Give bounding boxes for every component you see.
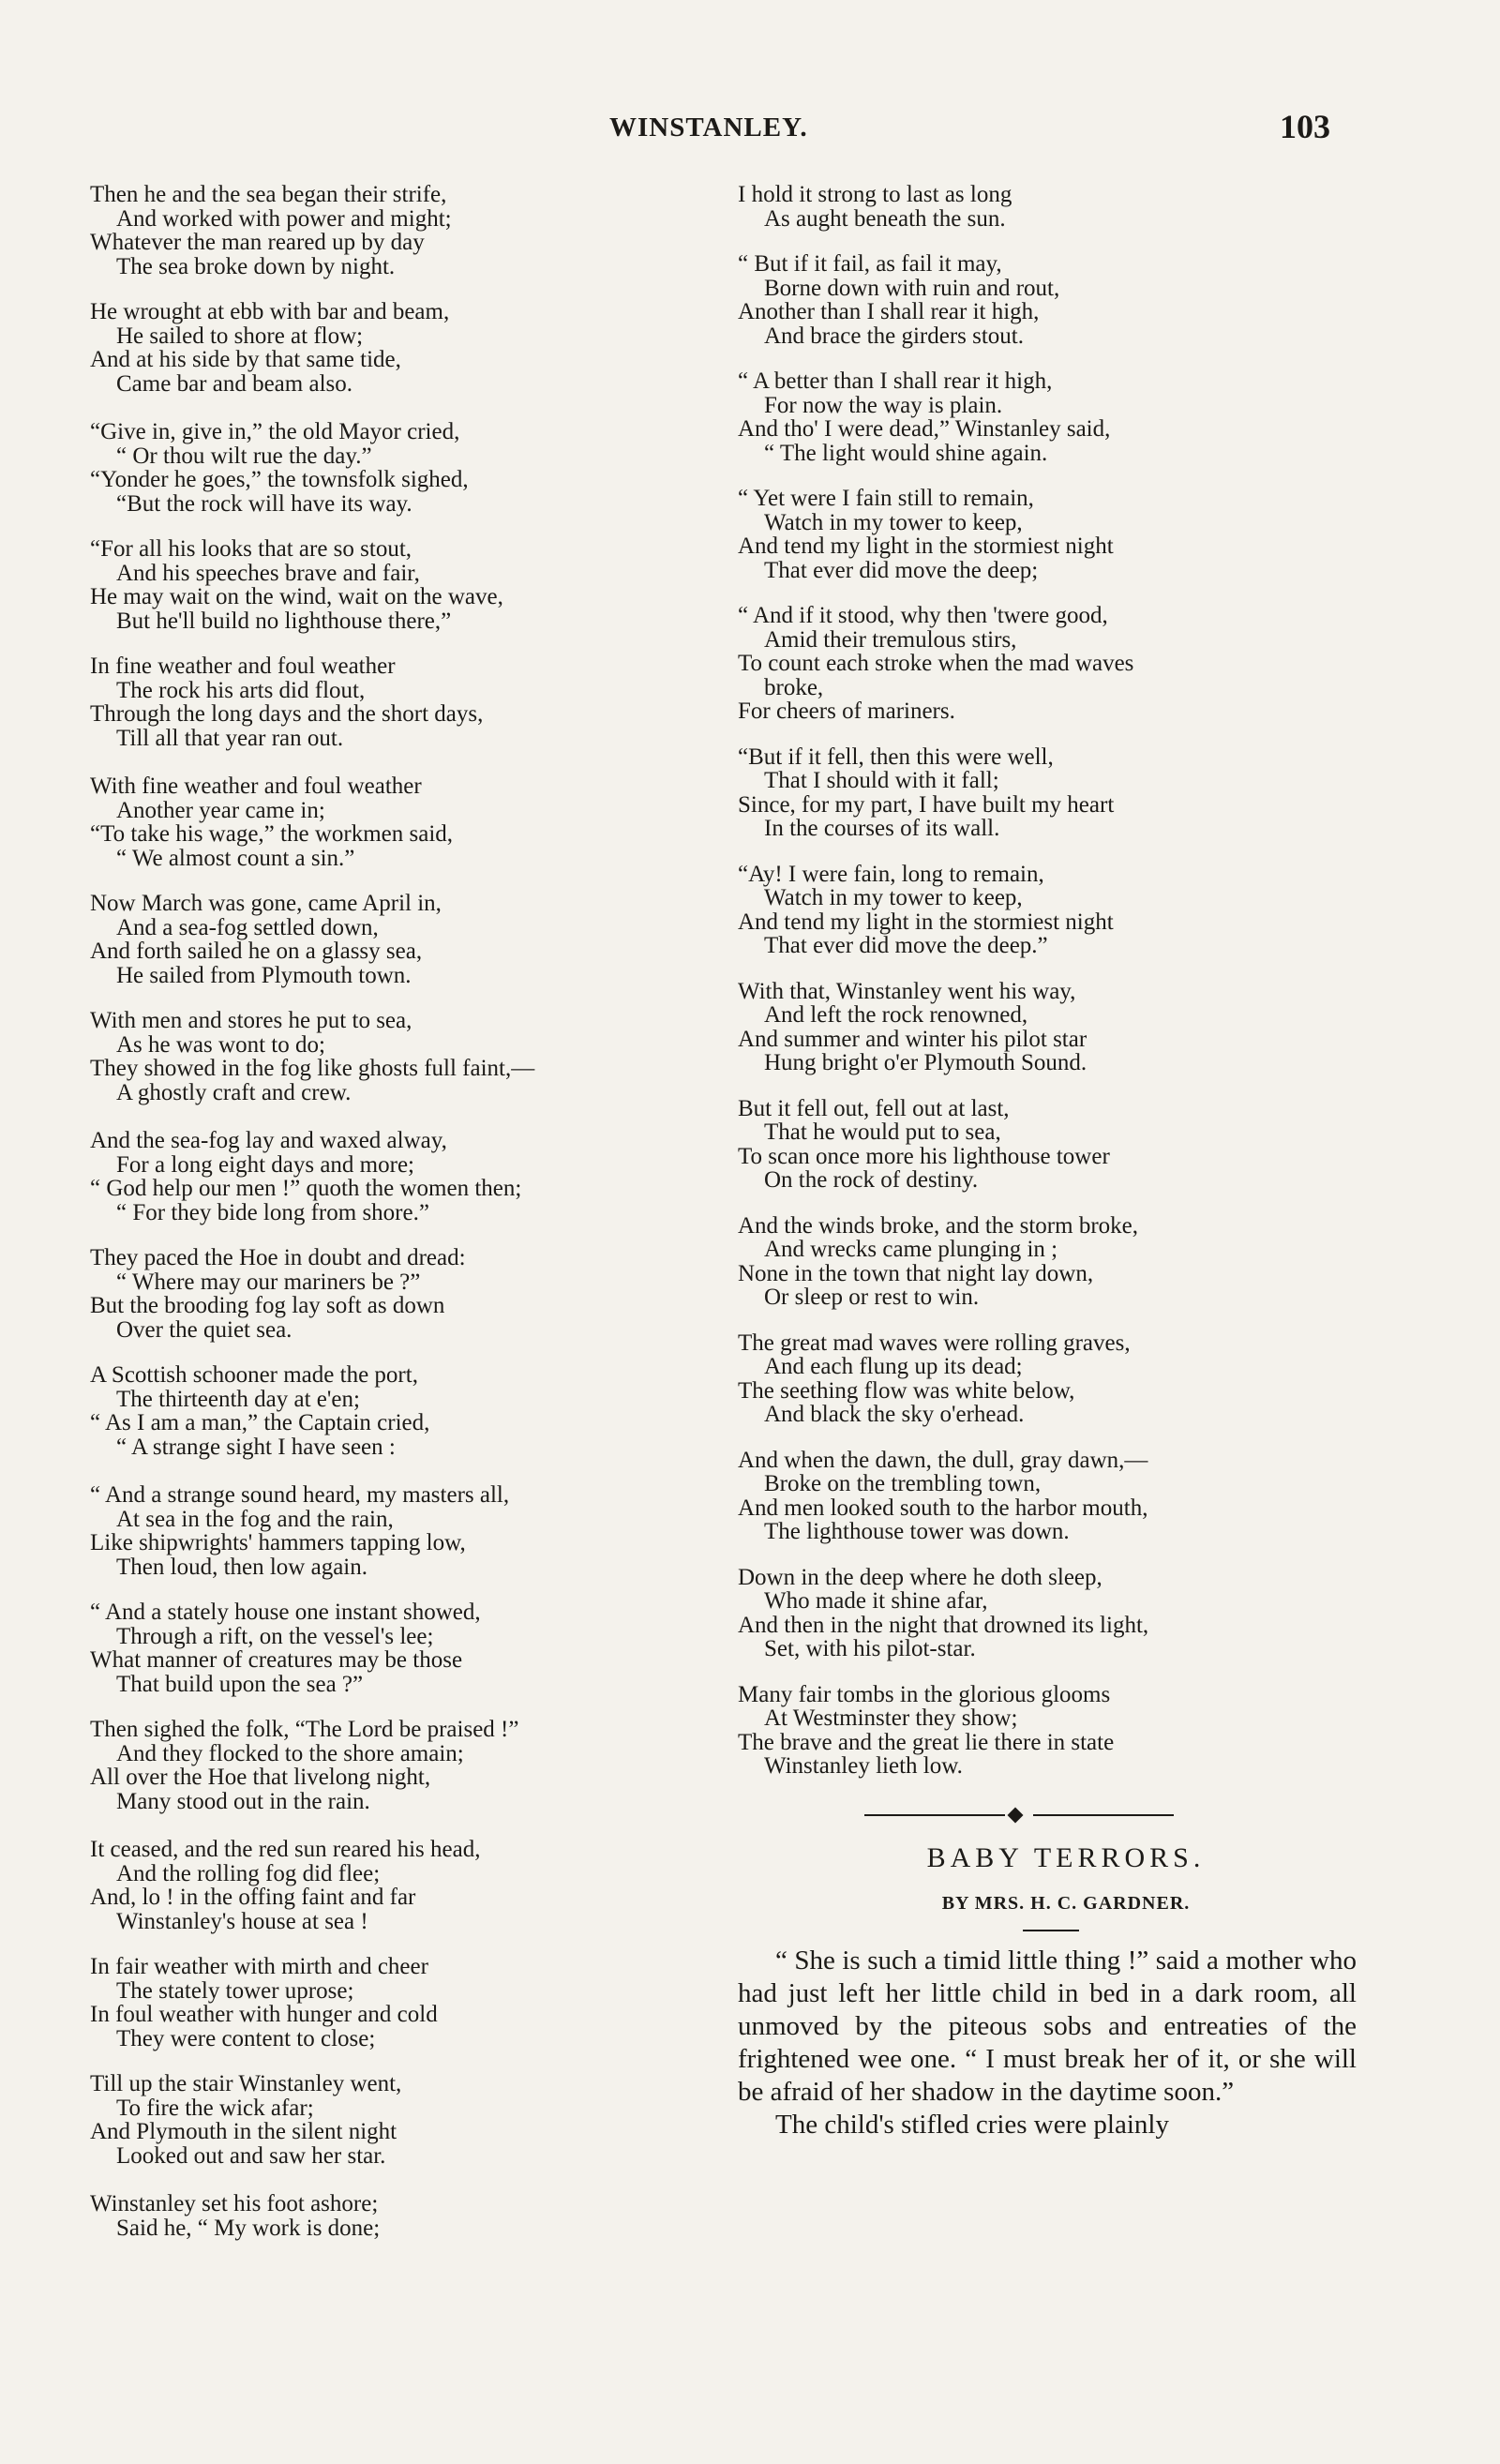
poem-line: And wrecks came plunging in ;	[764, 1237, 1058, 1262]
poem-line: For now the way is plain.	[764, 392, 1003, 418]
poem-line: Watch in my tower to keep,	[764, 509, 1023, 535]
right-column-poem	[738, 183, 1357, 1779]
poem-line: “ As I am a man,” the Captain cried,	[90, 1410, 430, 1435]
poem-line: And black the sky o'erhead.	[764, 1402, 1025, 1427]
poem-line: Through a rift, on the vessel's lee;	[116, 1623, 434, 1649]
poem-line: Came bar and beam also.	[116, 370, 352, 397]
poem-line: “ We almost count a sin.”	[116, 845, 355, 871]
poem-line: And left the rock renowned,	[764, 1002, 1028, 1028]
poem-line: In foul weather with hunger and cold	[90, 2002, 438, 2027]
poem-line: Who made it shine afar,	[764, 1588, 988, 1614]
poem-line: Till up the stair Winstanley went,	[90, 2071, 402, 2096]
poem-stanza	[90, 892, 699, 987]
poem-line: And each flung up its dead;	[764, 1354, 1023, 1379]
poem-line: With that, Winstanley went his way,	[738, 978, 1076, 1004]
poem-line: Broke on the trembling town,	[764, 1471, 1042, 1496]
poem-line: Or sleep or rest to win.	[764, 1285, 980, 1310]
poem-line: The sea broke down by night.	[116, 253, 396, 279]
poem-stanza	[90, 183, 699, 278]
poem-line: In fair weather with mirth and cheer	[90, 1954, 428, 1979]
poem-line: At sea in the fog and the rain,	[116, 1506, 394, 1532]
poem-line: “But the rock will have its way.	[116, 490, 412, 517]
poem-stanza	[90, 1129, 699, 1224]
poem-line: “ God help our men !” quoth the women then;	[90, 1176, 522, 1201]
poem-stanza	[738, 604, 1357, 724]
poem-line: The stately tower uprose;	[116, 1977, 354, 2004]
article-paragraph: The child's stifled cries were plainly	[775, 2109, 1169, 2140]
poem-stanza	[90, 1718, 699, 1813]
poem-line: Down in the deep where he doth sleep,	[738, 1564, 1102, 1590]
poem-line: Over the quiet sea.	[116, 1316, 292, 1343]
poem-stanza	[738, 980, 1357, 1075]
poem-line: None in the town that night lay down,	[738, 1260, 1094, 1286]
poem-line: They showed in the fog like ghosts full faint,—	[90, 1056, 535, 1081]
poem-stanza	[90, 1955, 699, 2051]
poem-line: That ever did move the deep;	[764, 557, 1039, 583]
article-title: BABY TERRORS.	[926, 1841, 1206, 1873]
article-body	[738, 1945, 1357, 2141]
poem-line: “ Yet were I fain still to remain,	[738, 486, 1034, 511]
poem-stanza	[738, 183, 1357, 231]
poem-line: “Give in, give in,” the old Mayor cried,	[90, 419, 460, 444]
poem-line: Winstanley set his foot ashore;	[90, 2191, 379, 2216]
poem-line: “ Or thou wilt rue the day.”	[116, 443, 372, 469]
poem-line: What manner of creatures may be those	[90, 1647, 463, 1673]
right-column	[738, 183, 1357, 2141]
poem-line: In fine weather and foul weather	[90, 654, 396, 679]
poem-line: “For all his looks that are so stout,	[90, 536, 412, 562]
poem-line: And summer and winter his pilot star	[738, 1026, 1088, 1052]
poem-line: And men looked south to the harbor mouth,	[738, 1495, 1148, 1521]
poem-stanza	[738, 863, 1357, 958]
poem-line: “ But if it fail, as fail it may,	[738, 251, 1002, 277]
poem-line: Many stood out in the rain.	[116, 1788, 370, 1814]
running-head: WINSTANLEY.	[609, 113, 808, 143]
poem-line: And then in the night that drowned its light,	[738, 1612, 1149, 1638]
poem-line: Hung bright o'er Plymouth Sound.	[764, 1050, 1088, 1075]
poem-line: That he would put to sea,	[764, 1119, 1001, 1145]
poem-line: It ceased, and the red sun reared his head,	[90, 1837, 481, 1862]
poem-line: And the rolling fog did flee;	[116, 1860, 381, 1886]
poem-line: “ For they bide long from shore.”	[116, 1199, 429, 1225]
poem-line: A Scottish schooner made the port,	[90, 1362, 418, 1388]
poem-line: But the brooding fog lay soft as down	[90, 1293, 445, 1318]
poem-stanza	[738, 1566, 1357, 1661]
poem-stanza	[90, 300, 699, 396]
poem-line: And when the dawn, the dull, gray dawn,—	[738, 1447, 1148, 1473]
poem-line: That I should with it fall;	[764, 768, 999, 793]
poem-stanza	[90, 2192, 699, 2240]
poem-line: Winstanley lieth low.	[764, 1753, 963, 1779]
poem-line: “ A strange sight I have seen :	[116, 1434, 396, 1460]
poem-line: As he was wont to do;	[116, 1031, 325, 1058]
poem-line: And, lo ! in the offing faint and far	[90, 1885, 416, 1910]
poem-line: “To take his wage,” the workmen said,	[90, 821, 454, 847]
poem-line: The lighthouse tower was down.	[764, 1519, 1070, 1544]
poem-line: He wrought at ebb with bar and beam,	[90, 299, 450, 324]
poem-line: Now March was gone, came April in,	[90, 891, 442, 916]
poem-line: Another than I shall rear it high,	[738, 299, 1040, 324]
poem-line: For cheers of mariners.	[738, 699, 955, 724]
poem-line: That build upon the sea ?”	[116, 1671, 364, 1697]
poem-line: Then sighed the folk, “The Lord be praised !”	[90, 1717, 519, 1742]
poem-stanza	[90, 1838, 699, 1933]
poem-line: He may wait on the wind, wait on the wave,	[90, 584, 503, 609]
poem-line: He sailed to shore at flow;	[116, 323, 364, 349]
poem-line: Whatever the man reared up by day	[90, 230, 425, 255]
poem-line: As aught beneath the sun.	[764, 205, 1006, 232]
poem-line: He sailed from Plymouth town.	[116, 962, 412, 988]
poem-line: And Plymouth in the silent night	[90, 2119, 398, 2144]
poem-line: Watch in my tower to keep,	[764, 885, 1023, 910]
poem-line: They were content to close;	[116, 2025, 376, 2051]
poem-line: The rock his arts did flout,	[116, 677, 366, 703]
poem-line: And tend my light in the stormiest night	[738, 909, 1114, 935]
poem-line: And his speeches brave and fair,	[116, 560, 420, 586]
poem-line: And at his side by that same tide,	[90, 347, 401, 372]
poem-line: Through the long days and the short days,	[90, 701, 484, 727]
poem-line: The thirteenth day at e'en;	[116, 1386, 360, 1412]
poem-line: With men and stores he put to sea,	[90, 1008, 412, 1033]
poem-line: A ghostly craft and crew.	[116, 1079, 352, 1105]
poem-line: Many fair tombs in the glorious glooms	[738, 1681, 1111, 1707]
poem-line: I hold it strong to last as long	[738, 182, 1012, 207]
poem-line: And a sea-fog settled down,	[116, 914, 379, 940]
poem-stanza	[90, 420, 699, 516]
poem-line: All over the Hoe that livelong night,	[90, 1765, 431, 1790]
poem-stanza	[738, 1683, 1357, 1779]
poem-line: They paced the Hoe in doubt and dread:	[90, 1245, 466, 1270]
poem-stanza	[738, 252, 1357, 348]
poem-line: Another year came in;	[116, 797, 325, 823]
poem-stanza	[90, 1009, 699, 1104]
poem-stanza	[90, 1600, 699, 1696]
poem-line: Like shipwrights' hammers tapping low,	[90, 1530, 466, 1555]
poem-line: That ever did move the deep.”	[764, 933, 1048, 958]
poem-stanza	[90, 1363, 699, 1459]
poem-line: The great mad waves were rolling graves,	[738, 1330, 1131, 1356]
poem-stanza	[90, 654, 699, 750]
poem-line: Since, for my part, I have built my heart	[738, 791, 1115, 818]
poem-line: But it fell out, fell out at last,	[738, 1095, 1010, 1121]
article-paragraph: “ She is such a timid little thing !” said a mother who had just left her little child in bed in a dark room, all unmoved by the piteous sobs and entreaties of the frightened wee one. “ I must break her of it, or she will be afraid of her shadow in the daytime soon.”	[738, 1945, 1357, 2107]
poem-line: “But if it fell, then this were well,	[738, 744, 1054, 770]
poem-line: And forth sailed he on a glassy sea,	[90, 939, 423, 964]
poem-line: Amid their tremulous stirs,	[764, 626, 1017, 653]
poem-line: Then loud, then low again.	[116, 1554, 368, 1580]
poem-line: To scan once more his lighthouse tower	[738, 1143, 1110, 1169]
poem-line: In the courses of its wall.	[764, 816, 1000, 841]
poem-line: “ And a stately house one instant showed,	[90, 1600, 481, 1625]
poem-stanza	[738, 1214, 1357, 1310]
poem-stanza	[90, 537, 699, 633]
poem-line: And the sea-fog lay and waxed alway,	[90, 1128, 447, 1153]
poem-line: Winstanley's house at sea !	[116, 1908, 368, 1934]
poem-line: The seething flow was white below,	[738, 1377, 1075, 1404]
poem-stanza	[738, 745, 1357, 841]
poem-line: “ The light would shine again.	[764, 440, 1048, 466]
poem-line: And tho' I were dead,” Winstanley said,	[738, 416, 1111, 442]
poem-line: And the winds broke, and the storm broke,	[738, 1212, 1139, 1239]
poem-line: To fire the wick afar;	[116, 2095, 314, 2121]
poem-line: But he'll build no lighthouse there,”	[116, 608, 452, 634]
poem-line: And tend my light in the stormiest night	[738, 533, 1114, 559]
poem-stanza	[738, 1097, 1357, 1193]
poem-stanza	[90, 1483, 699, 1579]
poem-line: For a long eight days and more;	[116, 1151, 414, 1178]
poem-line: To count each stroke when the mad waves	[738, 651, 1134, 676]
poem-line: “ A better than I shall rear it high,	[738, 368, 1053, 394]
poem-stanza	[90, 2072, 699, 2168]
poem-stanza	[738, 1449, 1357, 1544]
poem-line: Borne down with ruin and rout,	[764, 275, 1060, 301]
article-byline: BY MRS. H. C. GARDNER.	[941, 1893, 1191, 1914]
page-header	[0, 105, 1500, 152]
poem-line: The brave and the great lie there in state	[738, 1729, 1115, 1755]
poem-line: Said he, “ My work is done;	[116, 2215, 381, 2241]
section-divider-ornament	[864, 1809, 1174, 1822]
poem-line: And brace the girders stout.	[764, 323, 1025, 349]
left-column-poem	[90, 183, 699, 2261]
poem-line: “ Where may our mariners be ?”	[116, 1269, 421, 1295]
poem-stanza	[90, 774, 699, 870]
page-number: 103	[1280, 108, 1330, 145]
poem-line: With fine weather and foul weather	[90, 774, 422, 799]
poem-line: broke,	[764, 674, 824, 700]
poem-line: Set, with his pilot-star.	[764, 1636, 976, 1661]
byline-rule	[1023, 1930, 1079, 1931]
poem-line: “Ay! I were fain, long to remain,	[738, 861, 1044, 887]
poem-stanza	[738, 1331, 1357, 1427]
poem-stanza	[738, 487, 1357, 582]
poem-stanza	[90, 1246, 699, 1342]
poem-line: And worked with power and might;	[116, 205, 452, 232]
poem-line: “Yonder he goes,” the townsfolk sighed,	[90, 467, 469, 492]
poem-line: Till all that year ran out.	[116, 725, 344, 751]
poem-line: “ And if it stood, why then 'twere good,	[738, 603, 1108, 628]
poem-line: Then he and the sea began their strife,	[90, 182, 447, 207]
poem-line: And they flocked to the shore amain;	[116, 1740, 464, 1766]
poem-line: At Westminster they show;	[764, 1705, 1018, 1731]
poem-stanza	[738, 369, 1357, 465]
poem-line: “ And a strange sound heard, my masters all,	[90, 1482, 510, 1508]
poem-line: On the rock of destiny.	[764, 1167, 979, 1193]
poem-line: Looked out and saw her star.	[116, 2142, 386, 2169]
